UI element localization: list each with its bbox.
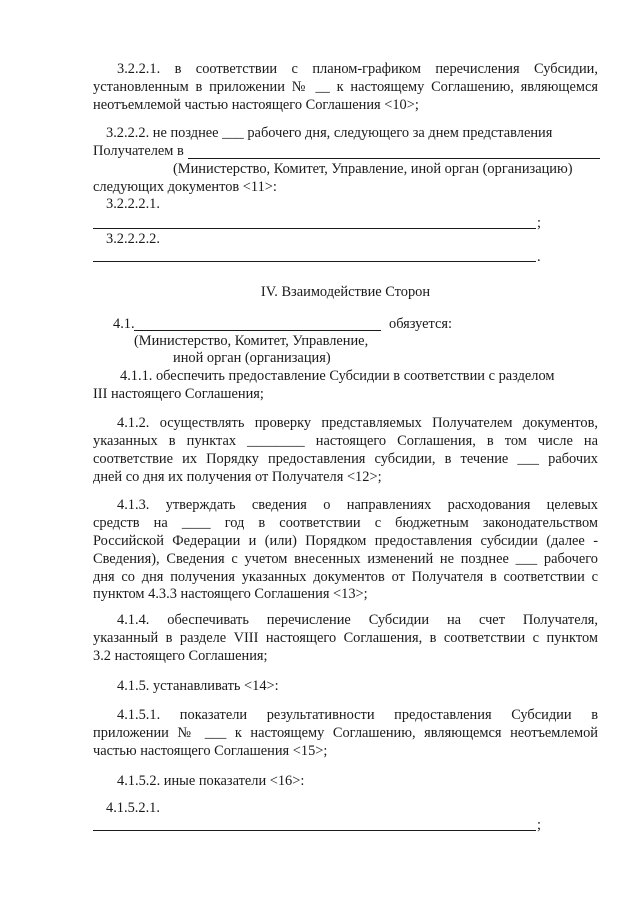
p412-line2: указанных в пунктах ________ настоящего Соглашения, в том числе на: [93, 433, 598, 449]
p3222-line2: Получателем в: [93, 143, 184, 159]
p414-line1: 4.1.4. обеспечивать перечисление Субсидии на счет Получателя,: [117, 612, 598, 628]
p413-line5: дня со дня получения указанных документов от Получателя в соответствии с: [93, 569, 598, 585]
p3222-blank-rule: [188, 158, 600, 159]
p412-line4: дней со дня их получения от Получателя <12>;: [93, 469, 382, 485]
p411-line1: 4.1.1. обеспечить предоставление Субсидии в соответствии с разделом: [120, 368, 555, 384]
p41521-label: 4.1.5.2.1.: [106, 800, 160, 816]
p32221-rule: [93, 228, 536, 229]
p414-line2: указанный в разделе VIII настоящего Соглашения, в соответствии с пунктом: [93, 630, 598, 646]
p4151-line1: 4.1.5.1. показатели результативности предоставления Субсидии в: [117, 707, 598, 723]
p414-line3: 3.2 настоящего Соглашения;: [93, 648, 268, 664]
section-heading: IV. Взаимодействие Сторон: [260, 284, 431, 300]
p32222-label: 3.2.2.2.2.: [106, 231, 160, 247]
p412-line1: 4.1.2. осуществлять проверку представляемых Получателем документов,: [117, 415, 598, 431]
p3222-line4: следующих документов <11>:: [93, 179, 277, 195]
p413-line1: 4.1.3. утверждать сведения о направлениях расходования целевых: [117, 497, 598, 513]
p3221-line3: неотъемлемой частью настоящего Соглашения <10>;: [93, 97, 419, 113]
p32222-rule: [93, 261, 536, 262]
p412-line3: соответствие их Порядку предоставления субсидии, в течение ___ рабочих: [93, 451, 598, 467]
p3221-line1: 3.2.2.1. в соответствии с планом-графиком перечисления Субсидии,: [117, 61, 598, 77]
p41-tail: обязуется:: [389, 316, 453, 332]
p32221-end: ;: [537, 215, 541, 231]
p41521-rule: [93, 830, 536, 831]
p4151-line3: частью настоящего Соглашения <15>;: [93, 743, 328, 759]
p4152-line1: 4.1.5.2. иные показатели <16>:: [117, 773, 305, 789]
p41-blank-rule: [134, 330, 381, 331]
p413-line4: Сведения), Сведения с учетом внесенных изменений не позднее ___ рабочего: [93, 551, 598, 567]
p3221-line2: установленным в приложении № __ к настоящему Соглашению, являющемся: [93, 79, 598, 95]
p41521-end: ;: [537, 817, 541, 833]
p3222-line3: (Министерство, Комитет, Управление, иной орган (организацию): [173, 161, 573, 177]
p3222-line1: 3.2.2.2. не позднее ___ рабочего дня, следующего за днем представления: [106, 125, 553, 141]
p415-line1: 4.1.5. устанавливать <14>:: [117, 678, 279, 694]
p41-sub1: (Министерство, Комитет, Управление,: [134, 333, 369, 349]
p32221-label: 3.2.2.2.1.: [106, 196, 160, 212]
p413-line3: Российской Федерации и (или) Порядком предоставления субсидии (далее -: [93, 533, 598, 549]
p411-line2: III настоящего Соглашения;: [93, 386, 264, 402]
p32222-end: .: [537, 249, 541, 265]
p4151-line2: приложении № ___ к настоящему Соглашению, являющемся неотъемлемой: [93, 725, 598, 741]
p413-line2: средств на ____ год в соответствии с бюджетным законодательством: [93, 515, 598, 531]
p41-sub2: иной орган (организация): [173, 350, 331, 366]
p41-label: 4.1.: [113, 316, 135, 332]
p413-line6: пунктом 4.3.3 настоящего Соглашения <13>;: [93, 586, 368, 602]
